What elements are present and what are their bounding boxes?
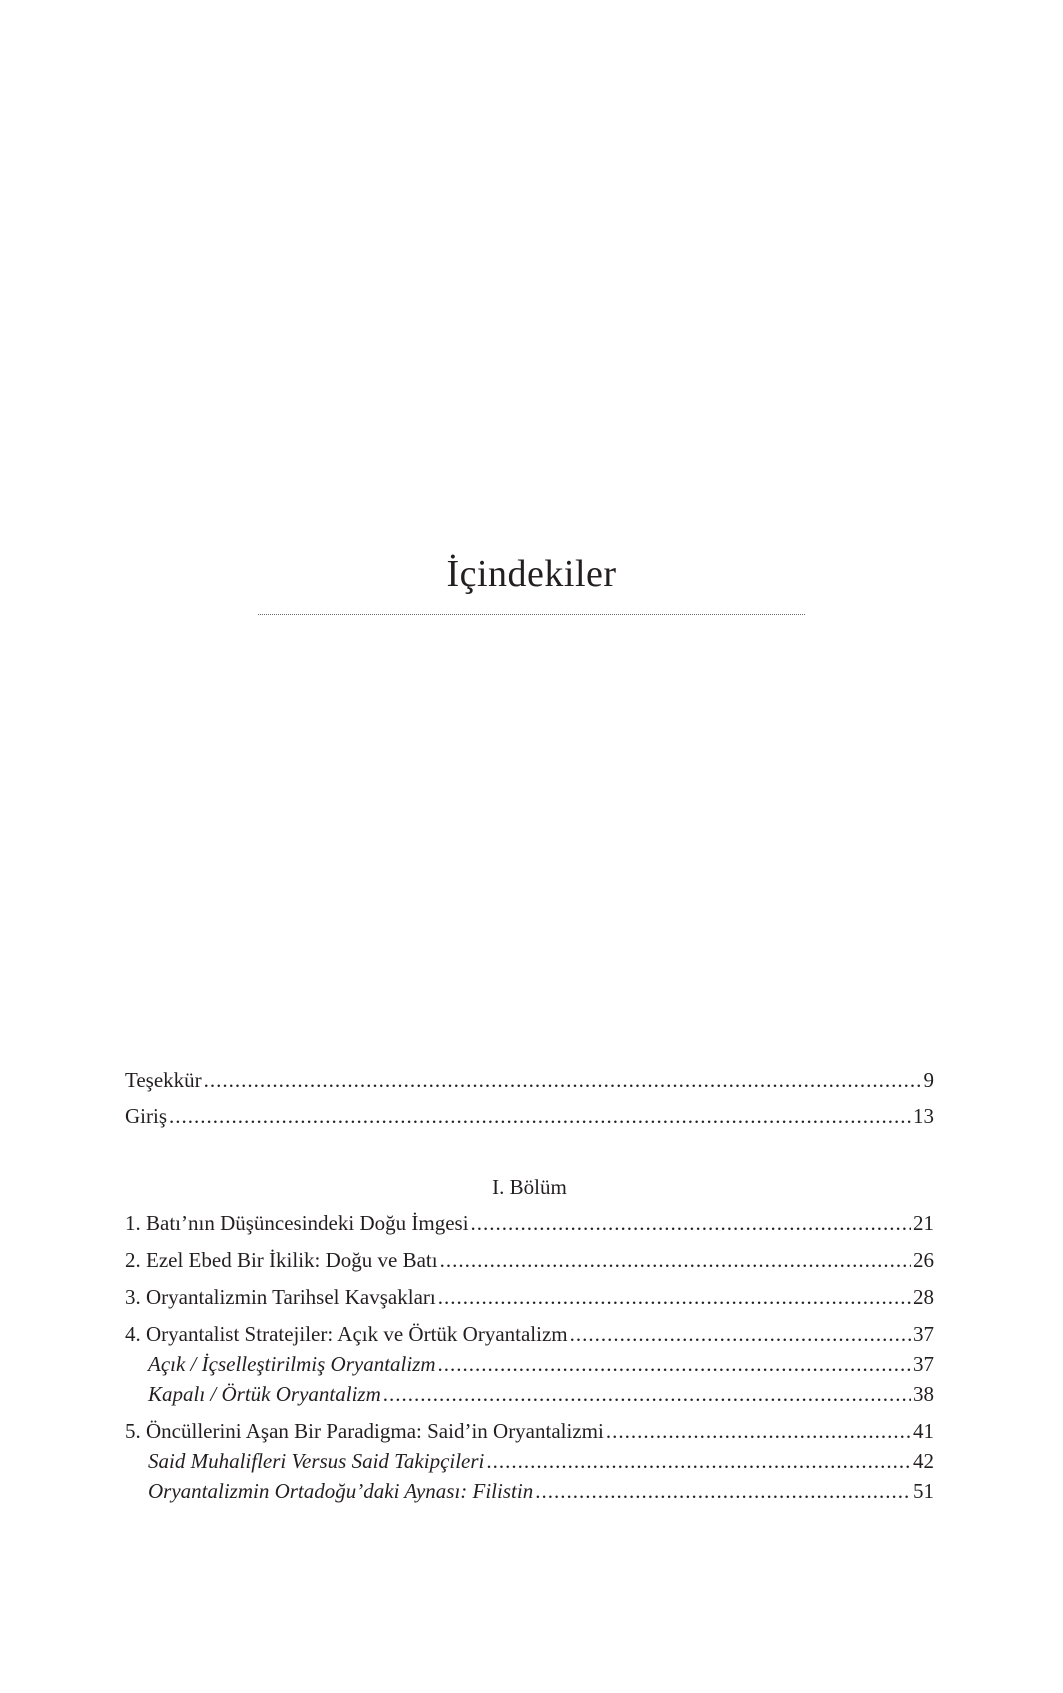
toc-entry-label: 5. Öncüllerini Aşan Bir Paradigma: Said’in Oryantalizmi <box>125 1419 604 1443</box>
toc-entry-page: 37 <box>913 1352 934 1376</box>
toc-entry[interactable] <box>125 1066 934 1094</box>
toc-entry-page: 37 <box>913 1322 934 1346</box>
toc-leader-dots <box>440 1246 911 1274</box>
toc-entry-page: 41 <box>913 1419 934 1443</box>
toc-entry-page: 38 <box>913 1382 934 1406</box>
toc-leader-dots <box>383 1380 911 1408</box>
toc-subentry[interactable] <box>148 1477 934 1505</box>
toc-entry-page: 21 <box>913 1211 934 1235</box>
toc-entry-label: 1. Batı’nın Düşüncesindeki Doğu İmgesi <box>125 1211 469 1235</box>
toc-leader-dots <box>438 1283 911 1311</box>
toc-subentry[interactable] <box>148 1350 934 1378</box>
toc-leader-dots <box>169 1102 911 1130</box>
toc-entry-label: Teşekkür <box>125 1068 202 1092</box>
toc-subentry[interactable] <box>148 1380 934 1408</box>
toc-entry-page: 51 <box>913 1479 934 1503</box>
page-title: İçindekiler <box>446 553 617 595</box>
toc-entry-page: 42 <box>913 1449 934 1473</box>
toc-entry-label: Açık / İçselleştirilmiş Oryantalizm <box>148 1352 436 1376</box>
toc-entry[interactable] <box>125 1246 934 1274</box>
toc-leader-dots <box>204 1066 922 1094</box>
toc-entry-page: 13 <box>913 1104 934 1128</box>
toc-entry-label: 2. Ezel Ebed Bir İkilik: Doğu ve Batı <box>125 1248 438 1272</box>
toc-leader-dots <box>535 1477 911 1505</box>
toc-entry[interactable] <box>125 1320 934 1348</box>
toc-entry-label: Giriş <box>125 1104 167 1128</box>
toc-entry-label: Said Muhalifleri Versus Said Takipçileri <box>148 1449 485 1473</box>
toc-entry-label: Kapalı / Örtük Oryantalizm <box>148 1382 381 1406</box>
toc-entry[interactable] <box>125 1283 934 1311</box>
toc-entry[interactable] <box>125 1417 934 1445</box>
toc-entry-page: 9 <box>923 1068 934 1092</box>
toc-entry[interactable] <box>125 1102 934 1130</box>
toc-leader-dots <box>606 1417 911 1445</box>
toc-leader-dots <box>438 1350 911 1378</box>
toc-entry-label: 3. Oryantalizmin Tarihsel Kavşakları <box>125 1285 436 1309</box>
toc-entry-label: 4. Oryantalist Stratejiler: Açık ve Örtük Oryantalizm <box>125 1322 568 1346</box>
toc-entry-page: 26 <box>913 1248 934 1272</box>
toc-entry[interactable] <box>125 1209 934 1237</box>
toc-entry-page: 28 <box>913 1285 934 1309</box>
toc-subentry[interactable] <box>148 1447 934 1475</box>
section-heading: I. Bölüm <box>492 1175 567 1199</box>
toc-leader-dots <box>471 1209 911 1237</box>
toc-leader-dots <box>570 1320 911 1348</box>
toc-entry-label: Oryantalizmin Ortadoğu’daki Aynası: Filistin <box>148 1479 534 1503</box>
title-divider <box>258 614 805 615</box>
toc-leader-dots <box>486 1447 911 1475</box>
